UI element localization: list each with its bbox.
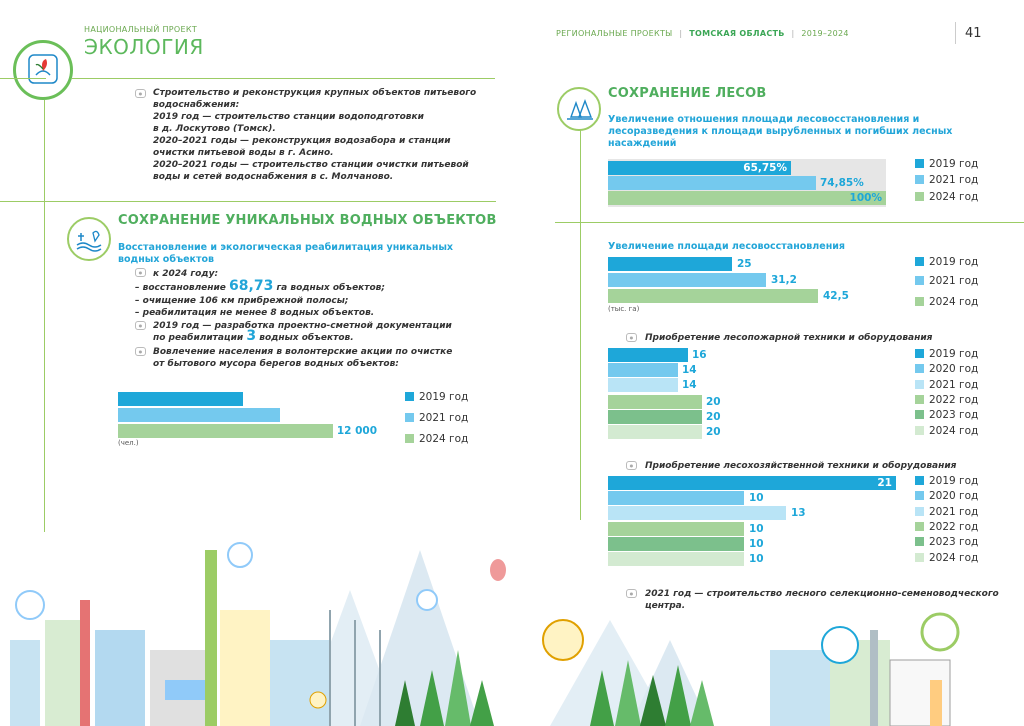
bar-value-2023: 10	[749, 538, 764, 550]
bar-value-2021: 14	[682, 379, 697, 391]
rehab-value: 3	[246, 328, 257, 344]
volunteer-unit: (чел.)	[118, 439, 139, 447]
water-supply-line: водоснабжения:	[153, 100, 240, 110]
design-2019: 2019 год — разработка проектно-сметной документации	[153, 321, 452, 331]
forestry-equipment-chart	[608, 476, 908, 568]
legend-item: 2024 год	[915, 191, 978, 207]
legend-item: 2022 год	[915, 521, 978, 536]
bar-value-2021: 13	[791, 507, 806, 519]
water-supply-line: 2019 год — строительство станции водоподготовки	[153, 112, 424, 122]
seed-center-text: 2021 год — строительство лесного селекционно-семеноводческого центра.	[645, 589, 999, 611]
bar-2021	[608, 378, 678, 392]
legend-item: 2020 год	[915, 363, 978, 379]
legend-item: 2024 год	[915, 425, 978, 440]
water-supply-line: в д. Лоскутово (Томск).	[153, 124, 276, 134]
bar-2021	[608, 273, 766, 287]
bar-value-2019: 4 400	[247, 393, 280, 405]
bar-value-2019: 21	[877, 477, 892, 489]
legend-item: 2019 год	[915, 475, 978, 490]
regional-projects-label: РЕГИОНАЛЬНЫЕ ПРОЕКТЫ	[556, 29, 673, 38]
bar-value-2023: 20	[706, 411, 721, 423]
forest-ratio-subheading: Увеличение отношения площади лесовосстановления и лесоразведения к площади вырубленных и погибших лесных насаждений	[608, 114, 953, 149]
bar-2019	[608, 257, 732, 271]
water-objects-subheading: Восстановление и экологическая реабилитация уникальных водных объектов	[118, 242, 454, 265]
goal-2024: к 2024 году:	[153, 269, 219, 279]
city-illustration	[0, 530, 510, 726]
water-supply-line: 2020–2021 годы — строительство станции очистки питьевой	[153, 160, 469, 170]
legend-item: 2022 год	[915, 394, 978, 409]
region-name: ТОМСКАЯ ОБЛАСТЬ	[689, 29, 785, 38]
bar-value-2020: 14	[682, 364, 697, 376]
forest-illustration	[530, 600, 1024, 726]
ratio-chart	[608, 159, 886, 207]
legend-item: 2024 год	[915, 296, 978, 315]
bullet-marker: ●	[135, 347, 146, 356]
bar-value-2021: 74,85%	[820, 177, 864, 189]
legend-item: 2023 год	[915, 409, 978, 425]
legend-item: 2020 год	[915, 490, 978, 506]
bar-value-2022: 10	[749, 523, 764, 535]
fire-equipment-legend	[915, 348, 978, 440]
bullet-marker: ●	[626, 589, 637, 598]
bar-2022	[608, 395, 702, 409]
legend-item: 2023 год	[915, 536, 978, 552]
bar-2023	[608, 537, 744, 551]
design-2019-cont: по реабилитации 3 водных объектов.	[153, 328, 354, 344]
bullet-marker: ●	[135, 321, 146, 330]
water-supply-line: Строительство и реконструкция крупных объектов питьевого	[153, 88, 477, 98]
volunteer-text: Вовлечение населения в волонтерские акции по очистке от бытового мусора берегов водных объектов:	[153, 347, 453, 369]
water-supply-block	[153, 87, 476, 183]
bar-value-2024: 42,5	[823, 290, 849, 302]
header-breadcrumb: РЕГИОНАЛЬНЫЕ ПРОЕКТЫ | ТОМСКАЯ ОБЛАСТЬ | 2019–2024	[556, 29, 849, 38]
bar-2023	[608, 410, 702, 424]
legend-item: 2021 год	[915, 275, 978, 296]
reforestation-legend	[915, 256, 978, 315]
bullet-marker: ●	[135, 89, 146, 98]
fire-equipment-title: Приобретение лесопожарной техники и оборудования	[645, 333, 933, 343]
bar-2020	[608, 363, 678, 377]
legend-item: 2019 год	[915, 348, 978, 363]
reforestation-chart	[608, 257, 888, 305]
bar-value-2019: 65,75%	[743, 162, 787, 174]
water-objects-icon	[67, 217, 111, 261]
period-label: 2019–2024	[801, 29, 849, 38]
vertical-divider	[580, 120, 581, 520]
legend-item: 2019 год	[915, 256, 978, 275]
legend-item: 2021 год	[915, 379, 978, 394]
bar-value-2024: 20	[706, 426, 721, 438]
water-supply-line: воды и сетей водоснабжения в с. Молчаново.	[153, 172, 394, 182]
bar-value-2019: 25	[737, 258, 752, 270]
forestry-equipment-title: Приобретение лесохозяйственной техники и оборудования	[645, 461, 957, 471]
goal-restore: – восстановление 68,73 га водных объектов;	[135, 278, 385, 294]
fire-equipment-chart	[608, 348, 868, 440]
legend-item: 2021 год	[915, 506, 978, 521]
legend-item: 2019 год	[405, 391, 468, 412]
project-title: ЭКОЛОГИЯ	[84, 35, 204, 59]
bar-value-2024: 12 000	[336, 425, 377, 437]
bar-2024	[608, 552, 744, 566]
volunteer-legend	[405, 391, 468, 454]
forestry-equipment-legend	[915, 475, 978, 567]
water-supply-line: очистки питьевой воды в г. Асино.	[153, 148, 334, 158]
bar-2020	[608, 491, 744, 505]
goal-clean: – очищение 106 км прибрежной полосы;	[135, 296, 349, 306]
forest-icon	[557, 87, 601, 131]
ecology-emblem-icon	[13, 40, 73, 100]
vertical-divider	[44, 100, 45, 532]
bar-2021	[608, 506, 786, 520]
bar-2021	[608, 176, 816, 190]
project-label: НАЦИОНАЛЬНЫЙ ПРОЕКТ	[84, 25, 198, 34]
legend-item: 2021 год	[405, 412, 468, 433]
divider-line	[555, 222, 1024, 223]
bar-2019	[608, 348, 688, 362]
legend-item: 2019 год	[915, 158, 978, 174]
bullet-marker: ●	[626, 333, 637, 342]
bar-2022	[608, 522, 744, 536]
bar-2024	[608, 425, 702, 439]
goal-rehab: – реабилитация не менее 8 водных объектов.	[135, 308, 375, 318]
restore-value: 68,73	[229, 278, 274, 294]
bullet-marker: ●	[135, 268, 146, 277]
page-number: 41	[965, 26, 982, 41]
bullet-marker: ●	[626, 461, 637, 470]
bar-value-2024: 100%	[849, 192, 882, 204]
bar-value-2021: 31,2	[771, 274, 797, 286]
divider-line	[0, 78, 46, 79]
header-divider	[955, 22, 956, 44]
forests-title: СОХРАНЕНИЕ ЛЕСОВ	[608, 86, 767, 101]
legend-item: 2024 год	[915, 552, 978, 567]
bar-value-2020: 10	[749, 492, 764, 504]
legend-item: 2024 год	[405, 433, 468, 454]
bar-2024	[608, 289, 818, 303]
water-objects-title: СОХРАНЕНИЕ УНИКАЛЬНЫХ ВОДНЫХ ОБЪЕКТОВ	[118, 213, 497, 228]
water-supply-line: 2020–2021 годы — реконструкция водозабора и станции	[153, 136, 451, 146]
divider-line	[72, 78, 495, 79]
legend-item: 2021 год	[915, 174, 978, 191]
volunteer-chart	[118, 392, 388, 438]
bar-value-2021: 9 000	[283, 409, 316, 421]
bar-value-2024: 10	[749, 553, 764, 565]
reforestation-area-title: Увеличение площади лесовосстановления	[608, 241, 846, 252]
bar-value-2019: 16	[692, 349, 707, 361]
reforestation-unit: (тыс. га)	[608, 305, 640, 313]
ratio-legend	[915, 158, 978, 207]
bar-value-2022: 20	[706, 396, 721, 408]
divider-line	[0, 201, 496, 202]
